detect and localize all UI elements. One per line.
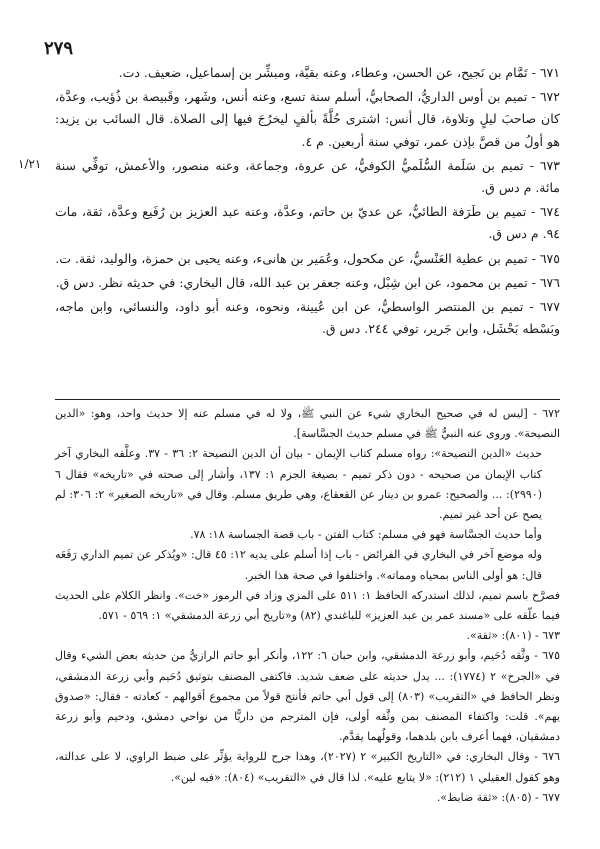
entry-671: ٦٧١ - تَمَّام بن نَجيح، عن الحسن، وعطاء، وعنه بقيَّة، ومبشِّر بن إسماعيل، ضعيف. دت.: [118, 65, 560, 80]
note-672-jassasa: وأما حديث الجسَّاسة فهو في مسلم: كتاب الفتن - باب قصة الجساسة ١٨: ٧٨.: [190, 528, 542, 542]
note-673: ٦٧٣ - (٨٠١): «ثقة».: [466, 629, 560, 643]
entry-673: ٦٧٣ - تميم بن سَلَمة السُّلَميُّ الكوفيُّ، عن عروة، وجماعة، وعنه منصور، والأعمش، توفِّي سنة مائة. م دس ق.: [55, 157, 560, 196]
footnotes: [55, 404, 560, 808]
note-672-bukhari: وله موضع آخر في البخاري في الفرائض - باب إذا أسلم على يديه ١٢: ٤٥ قال: «ويُذكر عن تميم الداري رَفَعَه قال: هو أولى الناس بمحياه ومماته». واختلفوا في صحة هذا الخبر.: [55, 548, 543, 582]
note-672-mizzi: فصرَّح باسم تميم، لذلك استدركه الحافظ ١: ٥١١ على المزي وزاد في الرموز «خت». وانظر الكلام على الحديث فيما علّقه على «مسند عمر بن عبد العزيز» للباغندي (٨٢) و«تاريخ أبي زرعة الدمشقي» ١: ٥٦٩ - ٥٧١.: [55, 588, 560, 623]
entry-677: ٦٧٧ - تميم بن المنتصر الواسطيُّ، عن ابن عُيينة، ونحوه، وعنه أبو داود، والنسائي، وابن ماجه، وبَسْطه بَحْشَل، وابن جَرير، توفي ٢٤٤. دس ق.: [55, 299, 560, 337]
note-676: ٦٧٦ - وقال البخاري: في «التاريخ الكبير» ٢ (٢٠٢٧)، وهذا جرح للرواية يؤثِّر على ضبط الراوي، لا على عدالته، وهو كقول العقيلي ١ (٢١٢): «لا يتابع عليه». لذا قال في «التقريب» (٨٠٤): «فيه لين».: [55, 750, 560, 784]
note-677: ٦٧٧ - (٨٠٥): «ثقة ضابط».: [436, 790, 560, 804]
page-number: ٢٧٩: [44, 38, 74, 59]
entry-675: ٦٧٥ - تميم بن عطية العَنْسيُّ، عن مكحول، وعُمَير بن هانىء، وعنه يحيى بن حمزة، والوليد، ثقة. ت.: [55, 250, 560, 266]
note-675: ٦٧٥ - وثَّقه دُحَيم، وأبو زرعة الدمشقي، وابن حبان ٦: ١٢٢، وأنكر أبو حاتم الرازيُّ من حديثه بعض الشيء وقال في «الجرح» ٢ (١٧٧٤): ... يدل حديثه على ضعف شديد. فاكتفى المصنف بتوثيق دُحَيم وأبي زرعة الدمشقي، ونظر الحافظ في «التقريب» (٨٠٣) إلى قول أبي حاتم فأنتج قولاً من مجموع أقوالهم - كعادته - فقال: «صدوق يهم». قلت: واكتفاء المصنف بمن وثَّقه أولى، فإن المترجم من داريًّا من نواحي دمشق، ودحيم وأبو زرعة دمشقيان، فهما أعرف بابن بلدهما، وقولُهما يقدَّم.: [55, 649, 560, 744]
main-text: [55, 62, 560, 342]
footnote-divider: [55, 399, 560, 400]
entry-676: ٦٧٦ - تميم بن محمود، عن ابن شِبْل، وعنه جعفر بن عبد الله، قال البخاري: في حديثه نظر. دس ق.: [55, 274, 560, 290]
note-672-hadith: حديث «الدين النصيحة»: رواه مسلم كتاب الإيمان - بيان أن الدين النصيحة ٢: ٣٦ - ٣٧. وعلَّقه البخاري آخر كتاب الإيمان من صحيحه - دون ذكر تميم - بصيغة الجزم ١: ١٣٧، وأشار إلى صحته في «تاريخه» فقال ٦ (٢٩٩٠): ... والصحيح: عمرو بن دينار عن القعقاع، وهي طريق مسلم. وقال في «تاريخه الصغير» ٢: ٣٠٦: لم يصح عن أحد غير تميم.: [55, 447, 543, 522]
entry-674: ٦٧٤ - تميم بن طَرَفة الطائيُّ، عن عديّ بن حاتم، وعدَّة، وعنه عبد العزيز بن رُفَيع وعدَّة، ثقة، مات ٩٤. م دس ق.: [55, 204, 560, 242]
note-672: ٦٧٢ - [ليس له في صحيح البخاري شيء عن النبي ﷺ، ولا له في مسلم عنه إلا حديث واحد، وهو: «الدين النصيحة». وروى عنه النبيُّ ﷺ في مسلم حديث الجسَّاسة].: [55, 407, 560, 441]
entry-672: ٦٧٢ - تميم بن أوس الداريُّ، الصحابيُّ، أسلم سنة تسع، وعنه أنس، وشَهر، وقَبيصة بن ذُؤيب، وعدَّة، كان صاحبَ ليلٍ وتلاوة، قال أنس: اشترى حُلَّةً بألفٍ ليخرُجَ فيها إلى الصلاة. قال السائب بن يزيد: هو أولُ من قصَّ بإذن عمر، توفي سنة أربعين. م ٤.: [55, 89, 560, 149]
margin-note: ١/٢١: [18, 157, 42, 171]
